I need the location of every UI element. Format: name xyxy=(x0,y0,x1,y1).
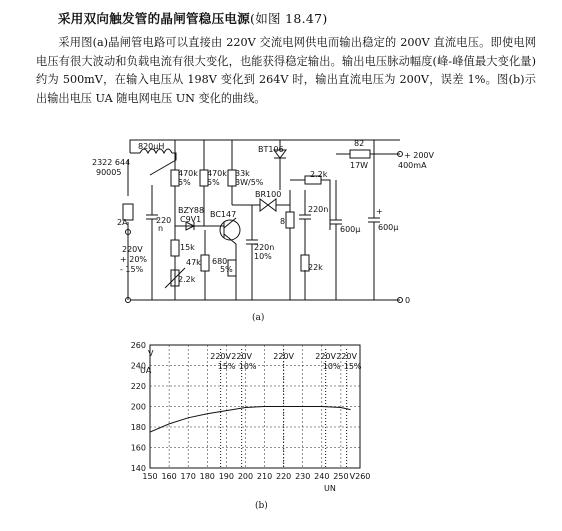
label-ac-in: 220V xyxy=(122,245,143,254)
label-thyristor: BT106 xyxy=(258,145,284,154)
body-paragraph: 采用图(a)晶闸管电路可以直接由 220V 交流电网供电而输出稳定的 200V 直流电压。即使电网电压有很大波动和负载电流有很大变化，也能获得稳定输出。输出电压脉动幅度(峰-峰值最大变化量)约为 500mV，在输入电压从 198V 变化到 264V 时，输出直流电压为 200V，误差 1%。图(b)示出输出电压 UA 随电网电压 UN 变化的曲线。 xyxy=(36,36,536,105)
label-c-in: 220 xyxy=(156,216,172,225)
label-c-600-a: 600μ xyxy=(340,225,361,234)
label-plus: + xyxy=(376,207,383,216)
label-r1-tol: 5% xyxy=(178,178,191,187)
label-ac-tol-plus: + 20% xyxy=(120,255,148,264)
cap-600u-b xyxy=(368,140,380,300)
x-tick-label: 200 xyxy=(237,472,254,481)
x-tick-label: 160 xyxy=(161,472,177,481)
chart-markers xyxy=(210,349,362,468)
label-r-680: 680 xyxy=(212,257,228,266)
resistor-47k xyxy=(201,255,209,271)
resistor-82 xyxy=(350,150,370,158)
label-zener-v: C9V1 xyxy=(180,215,202,224)
label-r-15k: 15k xyxy=(180,243,195,252)
label-out-voltage: + 200V xyxy=(404,151,434,160)
chart-xlabel: UN xyxy=(324,484,336,493)
marker-tol: 15% xyxy=(217,362,236,371)
diac-br100 xyxy=(252,199,290,211)
chart-x-ticks xyxy=(142,472,370,481)
label-c-220n-b-tol: 10% xyxy=(254,252,272,261)
caption-a: (a) xyxy=(252,313,265,323)
label-inductor: 820μH xyxy=(138,142,165,151)
resistor-15k xyxy=(171,240,179,256)
label-r2: 470k xyxy=(207,169,227,178)
cap-600u-a xyxy=(330,180,342,300)
marker-tol: 10% xyxy=(322,362,341,371)
label-r3-power: 3W/5% xyxy=(235,178,264,187)
x-tick-label: V260 xyxy=(349,472,371,481)
label-r-8: 8 xyxy=(280,217,286,226)
label-r-47k: 47k xyxy=(186,258,201,267)
label-c-600-b: 600μ xyxy=(378,223,399,232)
x-tick-label: 170 xyxy=(180,472,196,481)
chart-b xyxy=(131,341,371,511)
label-c-220n: 220n xyxy=(308,205,329,214)
x-tick-label: 240 xyxy=(314,472,330,481)
label-part-num-1: 2322 644 xyxy=(92,158,131,167)
chart-ylabel: UA xyxy=(140,366,152,375)
label-r3: 33k xyxy=(235,169,250,178)
marker-label: 220V xyxy=(273,352,295,361)
y-tick-label: 220 xyxy=(130,382,146,391)
y-tick-label: 200 xyxy=(130,402,146,412)
label-r2-tol: 5% xyxy=(207,178,220,187)
x-tick-label: 190 xyxy=(218,472,235,481)
resistor-8 xyxy=(286,212,294,228)
marker-label: 220V xyxy=(315,352,337,361)
inductor-leads xyxy=(130,153,176,175)
x-tick-label: 230 xyxy=(295,472,311,481)
y-tick-label: 140 xyxy=(130,464,146,473)
label-ground: 0 xyxy=(405,296,411,305)
cap-220n xyxy=(299,190,311,255)
marker-label: 220V xyxy=(231,352,253,361)
label-ac-tol-minus: - 15% xyxy=(120,265,144,274)
label-r-2k2-top: 2.2k xyxy=(310,170,328,179)
cap-input xyxy=(146,185,158,300)
label-fuse: 2A xyxy=(117,218,128,227)
label-r1: 470k xyxy=(178,169,198,178)
label-diac: BR100 xyxy=(255,190,282,199)
marker-label: 220V xyxy=(210,352,232,361)
label-zener: BZY88 xyxy=(178,206,205,215)
label-part-num-2: 90005 xyxy=(96,168,122,177)
title-text: 采用双向触发管的晶闸管稳压电源 xyxy=(58,11,251,26)
chart-ylabel-unit: V xyxy=(148,349,154,358)
label-c-220n-b: 220n xyxy=(254,243,275,252)
label-c-in-unit: n xyxy=(158,224,164,233)
y-tick-label: 160 xyxy=(130,443,146,453)
label-r-22k: 22k xyxy=(308,263,323,272)
label-r-out: 82 xyxy=(354,139,365,148)
marker-tol: 15% xyxy=(343,362,362,371)
x-tick-label: 250 xyxy=(333,472,349,481)
y-tick-label: 240 xyxy=(130,361,146,371)
title-ref: (如图 18.47) xyxy=(250,11,328,26)
label-pot-2k2: 2.2k xyxy=(178,275,196,284)
x-tick-label: 210 xyxy=(256,472,273,481)
label-transistor: BC147 xyxy=(210,210,237,219)
label-r-out-power: 17W xyxy=(350,161,369,170)
chart-y-ticks xyxy=(131,341,146,473)
y-tick-label: 180 xyxy=(130,423,146,432)
chart-series-ua xyxy=(150,407,351,433)
y-tick-label: 260 xyxy=(130,341,146,350)
x-tick-label: 150 xyxy=(142,472,158,481)
label-out-current: 400mA xyxy=(398,161,427,170)
marker-label: 220V xyxy=(336,352,358,361)
marker-tol: 10% xyxy=(238,362,257,371)
x-tick-label: 180 xyxy=(199,472,215,481)
caption-b: (b) xyxy=(255,501,268,511)
label-r-680-tol: 5% xyxy=(220,265,233,274)
x-tick-label: 220 xyxy=(275,472,292,481)
